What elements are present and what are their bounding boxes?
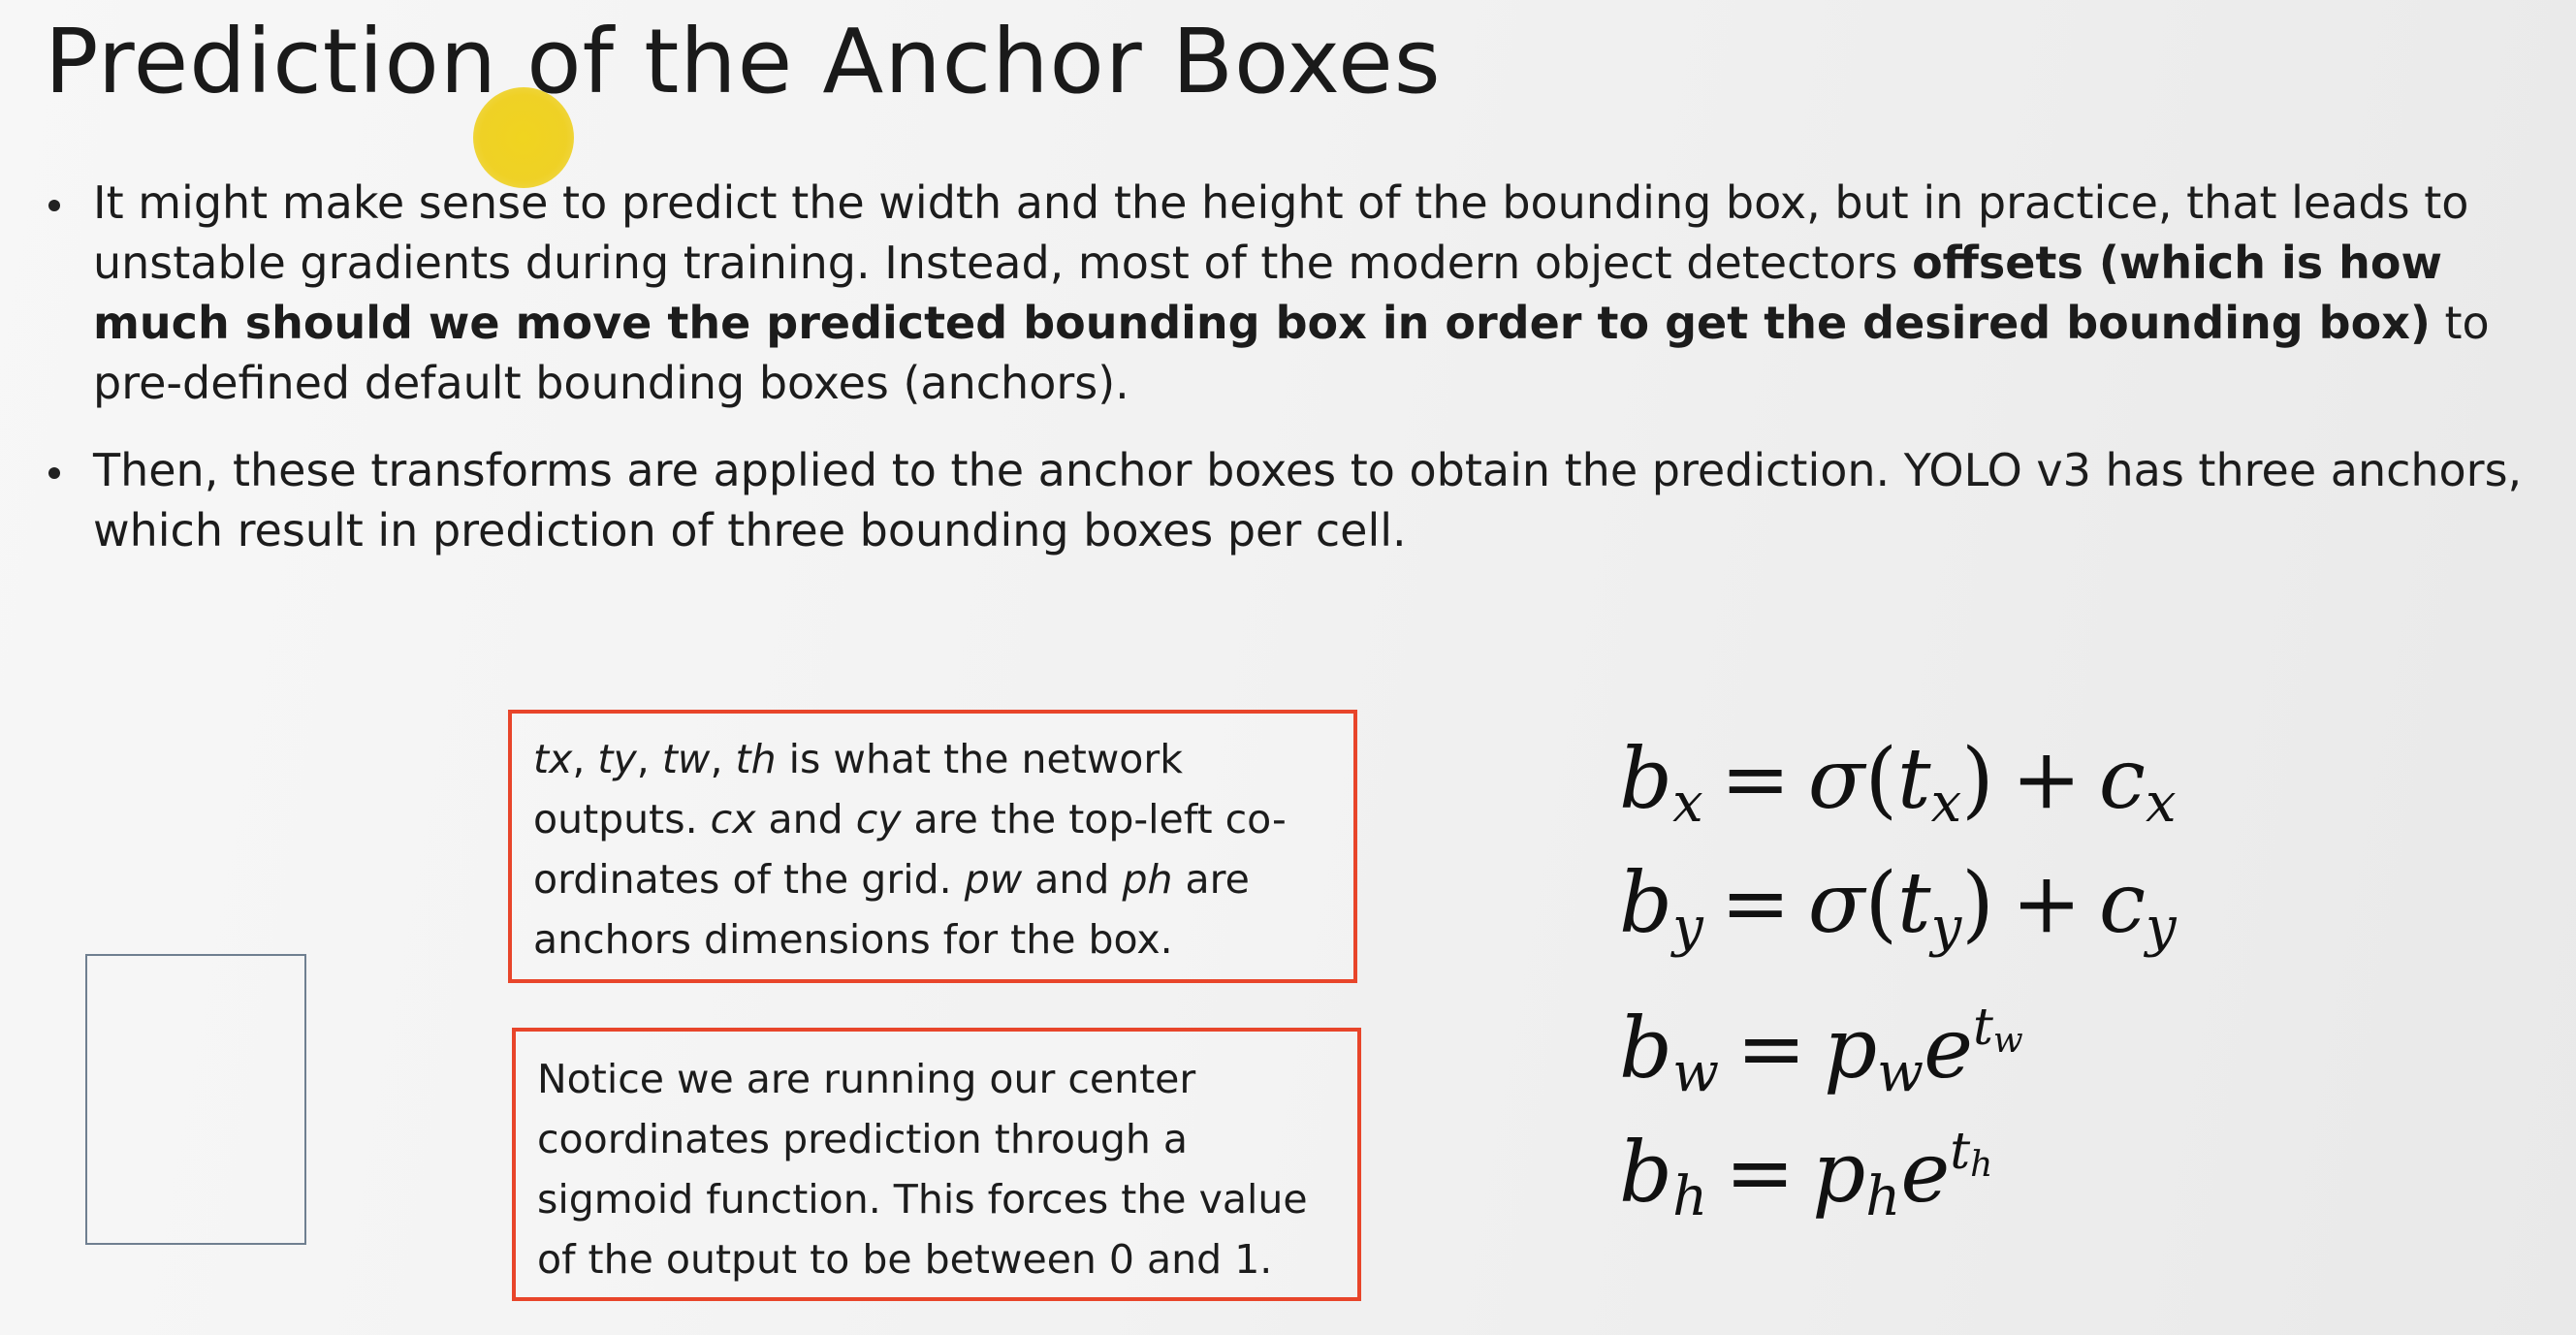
note1-text-5: are anchors dimensions for the box. xyxy=(533,856,1250,963)
eq-sub: x xyxy=(2145,772,2177,835)
bullet-offsets xyxy=(39,173,2540,413)
note1-text-3: are the top-left co-ordinates of the grid. xyxy=(533,796,1287,903)
var-cy: cy xyxy=(855,796,902,842)
eq-lparen: ( xyxy=(1864,855,1898,952)
eq-c: c xyxy=(2098,855,2147,952)
eq-equals: = xyxy=(1725,1125,1796,1222)
note2-text: Notice we are running our center coordinates prediction through a sigmoid function. This forces the value of the output to be between 0 and 1. xyxy=(537,1056,1308,1283)
eq-t: t xyxy=(1897,855,1931,952)
equation-bw xyxy=(1619,966,2298,1104)
eq-exponent xyxy=(1950,1123,1993,1185)
eq-c: c xyxy=(2098,731,2146,828)
eq-sub: y xyxy=(1930,896,1962,959)
eq-exponent xyxy=(1972,999,2023,1061)
var-th: th xyxy=(735,736,777,782)
equation-by xyxy=(1619,842,2298,966)
bullet-offsets-bold: offsets (which is how much should we move the predicted bounding box in order to get the desired bounding box) xyxy=(93,237,2442,349)
var-ty: ty xyxy=(597,736,637,782)
var-tw: tw xyxy=(661,736,711,782)
eq-sub: h xyxy=(1970,1145,1993,1185)
note1-text-4: and xyxy=(1022,856,1123,903)
bullet-transforms xyxy=(39,440,2540,560)
eq-sigma: σ xyxy=(1807,731,1865,828)
note1-text-2: and xyxy=(755,796,856,842)
bullet-offsets-tail: to pre-defined default bounding boxes (anchors). xyxy=(93,297,2490,409)
equation-bh xyxy=(1619,1090,2298,1228)
eq-sub: w xyxy=(1672,1041,1719,1104)
bullet-list xyxy=(39,173,2540,588)
bullet-transforms-text: Then, these transforms are applied to the anchor boxes to obtain the prediction. YOLO v3 has three anchors, which result in prediction of three bounding boxes per cell. xyxy=(93,444,2523,556)
eq-equals: = xyxy=(1720,731,1791,828)
var-pw: pw xyxy=(964,856,1023,903)
bullet-offsets-lead: It might make sense to predict the width and the height of the bounding box, but in practice, that leads to unstable gradients during training. Instead, most of the modern object detectors xyxy=(93,176,2469,289)
eq-p: p xyxy=(1824,1001,1878,1097)
eq-t: t xyxy=(1950,1123,1971,1181)
eq-t: t xyxy=(1972,999,1993,1057)
eq-e: e xyxy=(1900,1125,1951,1222)
eq-sub: y xyxy=(1672,896,1703,959)
eq-sub: x xyxy=(1672,772,1703,835)
eq-sub: w xyxy=(1992,1021,2023,1061)
eq-plus: + xyxy=(2011,731,2082,828)
var-cx: cx xyxy=(710,796,756,842)
equations-block xyxy=(1619,717,2298,1228)
eq-equals: = xyxy=(1736,1001,1807,1097)
slide-title: Prediction of the Anchor Boxes xyxy=(45,10,1442,113)
eq-sub: y xyxy=(2146,896,2177,959)
eq-sub: h xyxy=(1865,1165,1901,1228)
anchor-box-illustration xyxy=(85,954,306,1245)
eq-e: e xyxy=(1924,1001,1973,1097)
eq-lparen: ( xyxy=(1864,731,1897,828)
note-box-outputs xyxy=(508,710,1357,983)
eq-sub: h xyxy=(1672,1165,1708,1228)
eq-sigma: σ xyxy=(1807,855,1865,952)
sep-2: , xyxy=(636,736,662,782)
sep-3: , xyxy=(710,736,736,782)
eq-rparen: ) xyxy=(1961,855,1994,952)
eq-rparen: ) xyxy=(1961,731,1994,828)
eq-b: b xyxy=(1619,1125,1673,1222)
eq-b: b xyxy=(1619,855,1673,952)
eq-b: b xyxy=(1619,731,1673,828)
sep-1: , xyxy=(572,736,598,782)
equation-bx xyxy=(1619,717,2298,842)
eq-sub: w xyxy=(1877,1041,1924,1104)
var-ph: ph xyxy=(1122,856,1173,903)
eq-sub: x xyxy=(1930,772,1962,835)
eq-plus: + xyxy=(2011,855,2082,952)
eq-equals: = xyxy=(1720,855,1791,952)
note1-text-1: is what the network outputs. xyxy=(533,736,1183,842)
eq-p: p xyxy=(1812,1125,1866,1222)
note-box-sigmoid xyxy=(512,1028,1361,1301)
var-tx: tx xyxy=(533,736,573,782)
eq-b: b xyxy=(1619,1001,1673,1097)
eq-t: t xyxy=(1897,731,1931,828)
